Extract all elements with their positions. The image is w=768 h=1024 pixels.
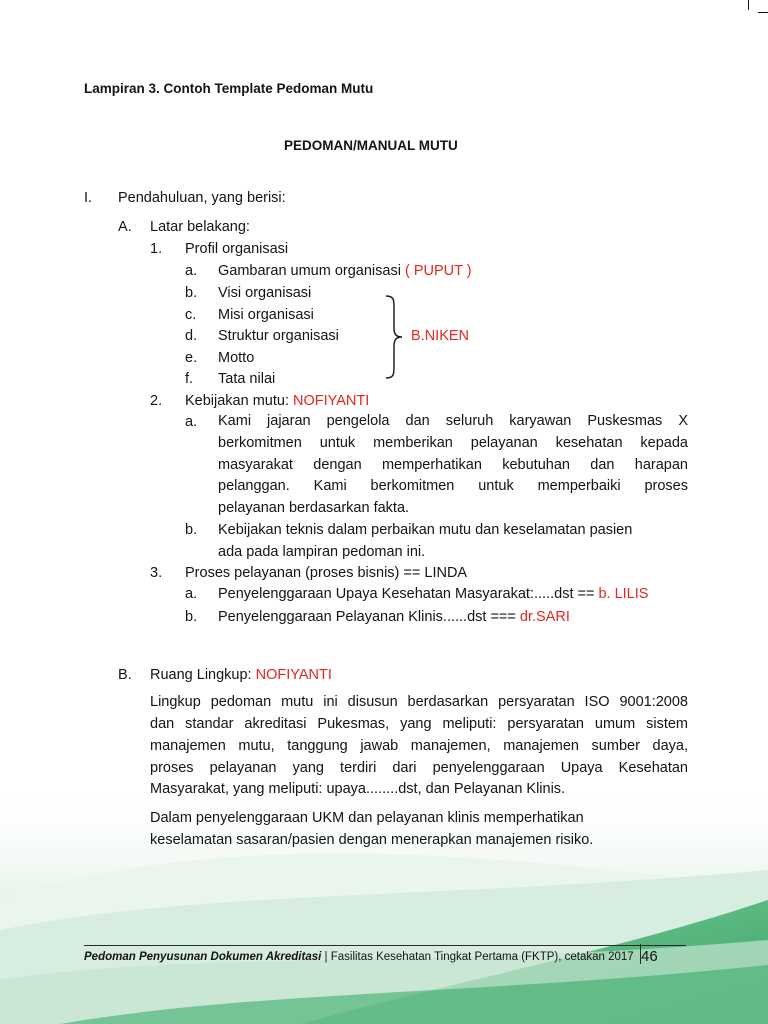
list-item-letter: b.	[185, 609, 198, 625]
list-item-letter: a.	[185, 586, 198, 602]
curly-brace-icon	[382, 294, 406, 380]
footer-separator: |	[324, 951, 328, 963]
list-item	[218, 262, 472, 280]
list-item-text: Motto	[218, 350, 255, 366]
crop-mark-top	[748, 0, 749, 10]
scope-paragraph-line: manajemen mutu, tanggung jawab manajemen, manajemen sumber daya,	[150, 738, 688, 754]
subsection-letter: B.	[118, 667, 132, 683]
policy-line: pelayanan berdasarkan fakta.	[218, 500, 410, 516]
item-title: Kebijakan mutu:	[185, 393, 289, 409]
policy-line: pelanggan. Kami berkomitmen untuk memperbaiki proses	[218, 478, 688, 494]
list-item	[218, 585, 648, 603]
list-item-letter: f.	[185, 371, 194, 387]
policy-line: berkomitmen untuk memberikan pelayanan kesehatan kepada	[218, 435, 688, 451]
document-title: PEDOMAN/MANUAL MUTU	[284, 138, 458, 153]
crop-mark-right	[758, 12, 768, 13]
group-assignee-note: B.NIKEN	[411, 328, 470, 344]
footer-subtitle: Fasilitas Kesehatan Tingkat Pertama (FKTP), cetakan 2017	[330, 951, 634, 963]
assignee-note: NOFIYANTI	[255, 667, 332, 683]
list-item-text: Penyelenggaraan Upaya Kesehatan Masyarakat:.....dst ==	[218, 586, 595, 602]
policy-line: Kami jajaran pengelola dan seluruh karyawan Puskesmas X	[218, 413, 688, 429]
scope-paragraph-line: proses pelayanan yang terdiri dari penyelenggaraan Upaya Kesehatan	[150, 760, 688, 776]
item-title: Proses pelayanan (proses bisnis) == LINDA	[185, 565, 468, 581]
section-title: Pendahuluan, yang berisi:	[118, 190, 286, 206]
list-item-letter: e.	[185, 350, 198, 366]
assignee-note: NOFIYANTI	[293, 393, 370, 409]
scope-paragraph-line: dan standar akreditasi Pukesmas, yang meliputi: persyaratan umum sistem	[150, 716, 688, 732]
policy-line: masyarakat dengan memperhatikan kebutuhan dan harapan	[218, 457, 688, 473]
risk-paragraph-line: Dalam penyelenggaraan UKM dan pelayanan klinis memperhatikan	[150, 810, 584, 826]
list-item-letter: b.	[185, 522, 198, 538]
list-item-text: Gambaran umum organisasi	[218, 263, 401, 279]
scope-paragraph-line: Masyarakat, yang meliputi: upaya........dst, dan Pelayanan Klinis.	[150, 781, 566, 797]
subsection-title-row	[150, 666, 332, 684]
list-item-text: ada pada lampiran pedoman ini.	[218, 544, 426, 560]
subsection-title: Latar belakang:	[150, 219, 250, 235]
item-number: 2.	[150, 393, 163, 409]
list-item-letter: a.	[185, 263, 198, 279]
footer	[84, 950, 634, 964]
footer-rule	[84, 945, 686, 946]
item-title-row	[185, 392, 369, 410]
list-item-text: Visi organisasi	[218, 285, 312, 301]
list-item	[218, 608, 570, 626]
list-item-text: Kebijakan teknis dalam perbaikan mutu dan keselamatan pasien	[218, 522, 633, 538]
list-item-letter: d.	[185, 328, 198, 344]
assignee-note: ( PUPUT )	[404, 263, 472, 279]
list-item-letter: c.	[185, 307, 197, 323]
item-title: Profil organisasi	[185, 241, 289, 257]
list-item-text: Tata nilai	[218, 371, 276, 387]
page-number: 46	[641, 948, 658, 965]
item-number: 1.	[150, 241, 163, 257]
assignee-note: dr.SARI	[519, 609, 570, 625]
subsection-letter: A.	[118, 219, 132, 235]
risk-paragraph-line: keselamatan sasaran/pasien dengan menerapkan manajemen risiko.	[150, 832, 594, 848]
item-number: 3.	[150, 565, 163, 581]
list-item-text: Penyelenggaraan Pelayanan Klinis......dst ===	[218, 609, 516, 625]
section-number: I.	[84, 190, 93, 206]
list-item-text: Struktur organisasi	[218, 328, 339, 344]
assignee-note: b. LILIS	[598, 586, 649, 602]
subsection-title: Ruang Lingkup:	[150, 667, 252, 683]
list-item-letter: a.	[185, 414, 198, 430]
scope-paragraph-line: Lingkup pedoman mutu ini disusun berdasarkan persyaratan ISO 9001:2008	[150, 694, 688, 710]
list-item-text: Misi organisasi	[218, 307, 314, 323]
footer-title: Pedoman Penyusunan Dokumen Akreditasi	[84, 951, 322, 963]
attachment-title: Lampiran 3. Contoh Template Pedoman Mutu	[84, 81, 374, 96]
list-item-letter: b.	[185, 285, 198, 301]
